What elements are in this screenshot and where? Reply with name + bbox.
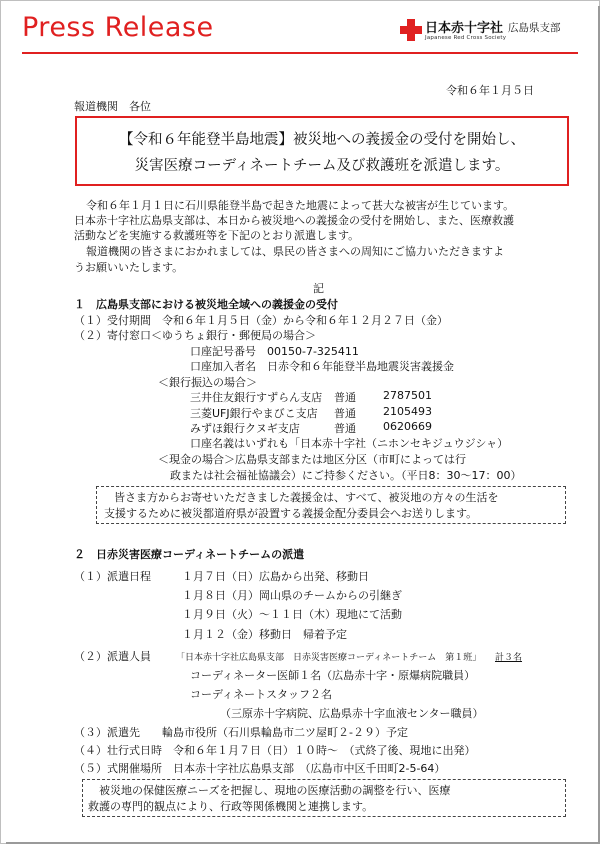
bank-account-number: 2787501 [383,389,432,402]
staff-label: （２）派遣人員 [74,650,151,663]
staff-item: （三原赤十字病院、広島県赤十字血液センター職員） [220,707,484,720]
receipt-period: （１）受付期間 令和６年１月５日（金）から令和６年１２月２７日（金） [74,314,448,327]
bank-account-number: 0620669 [383,420,432,433]
press-release-title: Press Release [22,12,214,43]
bank-account-type: 普通 [334,407,356,420]
destination: （３）派遣先 輪島市役所（石川県輪島市二ツ屋町２-２９）予定 [74,726,408,739]
schedule-label: （１）派遣日程 [74,570,151,583]
team-note-line-2: 救護の専門的観点により、行政等関係機関と連携します。 [88,800,374,813]
postal-account-number: 口座記号番号 00150-7-325411 [190,345,359,358]
donation-note-line-2: 支援するために被災都道府県が設置する義援金配分委員会へお送りします。 [104,507,478,520]
staff-total: 計３名 [495,653,523,663]
staff-item: コーディネーター医師１名（広島赤十字・原爆病院職員） [190,669,476,682]
schedule-item: １月８日（月）岡山県のチームからの引継ぎ [182,589,402,602]
section2-heading: ２ 日赤災害医療コーディネートチームの派遣 [74,548,305,561]
ki-label: 記 [313,282,324,295]
addressee: 報道機関 各位 [74,100,151,113]
bank-name: 三井住友銀行すずらん支店 [190,391,323,404]
bank-transfer-label: ＜銀行振込の場合＞ [158,376,257,389]
org-name: 日本赤十字社 [425,21,504,36]
schedule-item: １月１２（金）移動日 帰着予定 [182,628,347,641]
intro-line-3: 活動などを実施する救護班等を下記のとおり派遣します。 [74,229,360,242]
bank-account-type: 普通 [334,422,356,435]
staff-item: コーディネートスタッフ２名 [190,688,333,701]
red-cross-logo-icon [400,19,422,41]
intro-line-2: 日本赤十字社広島県支部は、本日から被災地への義援金の受付を開始し、また、医療救護 [74,214,514,227]
ceremony-venue: （５）式開催場所 日本赤十字社広島県支部 （広島市中区千田町2-5-64） [74,762,446,775]
cash-line-1: ＜現金の場合＞広島県支部または地区分区（市町によっては行 [158,453,466,466]
title-line-2: 災害医療コーディネートチーム及び救護班を派遣します。 [134,158,510,174]
bank-account-number: 2105493 [383,405,432,418]
schedule-item: １月７日（日）広島から出発、移動日 [182,570,369,583]
intro-line-4: 報道機関の皆さまにおかれましては、県民の皆さまへの周知にご協力いただきますよ [86,245,504,258]
donation-note-line-1: 皆さま方からお寄せいただきました義援金は、すべて、被災地の方々の生活を [114,491,499,504]
team-note-line-1: 被災地の保健医療ニーズを把握し、現地の医療活動の調整を行い、医療 [99,784,451,797]
org-branch: 広島県支部 [508,22,561,34]
staff-team: 「日本赤十字社広島県支部 日赤災害医療コーディネートチーム 第１班」 [176,653,482,663]
title-box [75,116,569,186]
account-holder-note: 口座名義はいずれも「日本赤十字社（ニホンセキジュウジシャ） [190,437,509,450]
section1-heading: １ 広島県支部における被災地全域への義援金の受付 [74,298,338,311]
departure-ceremony: （４）壮行式日時 令和６年１月７日（日）１０時～ （式終了後、現地に出発） [74,744,476,757]
cash-line-2: 政または社会福祉協議会）にご持参ください。（平日8：30～17：00） [170,469,522,482]
bank-name: 三菱UFJ銀行やまびこ支店 [190,407,318,420]
header-divider [22,52,578,54]
bank-name: みずほ銀行クヌギ支店 [190,422,300,435]
intro-line-1: 令和６年１月１日に石川県能登半島で起きた地震によって甚大な被害が生じています。 [86,199,515,212]
postal-account-name: 口座加入者名 日赤令和６年能登半島地震災害義援金 [190,360,454,373]
org-name-en: Japanese Red Cross Society [425,35,507,41]
intro-line-5: うお願いいたします。 [74,261,184,274]
schedule-item: １月９日（火）～１１日（木）現地にて活動 [182,608,402,621]
release-date: 令和６年１月５日 [446,84,534,97]
title-line-1: 【令和６年能登半島地震】被災地への義援金の受付を開始し、 [119,132,525,148]
bank-account-type: 普通 [334,391,356,404]
donation-window: （２）寄付窓口＜ゆうちょ銀行・郵便局の場合＞ [74,329,316,342]
